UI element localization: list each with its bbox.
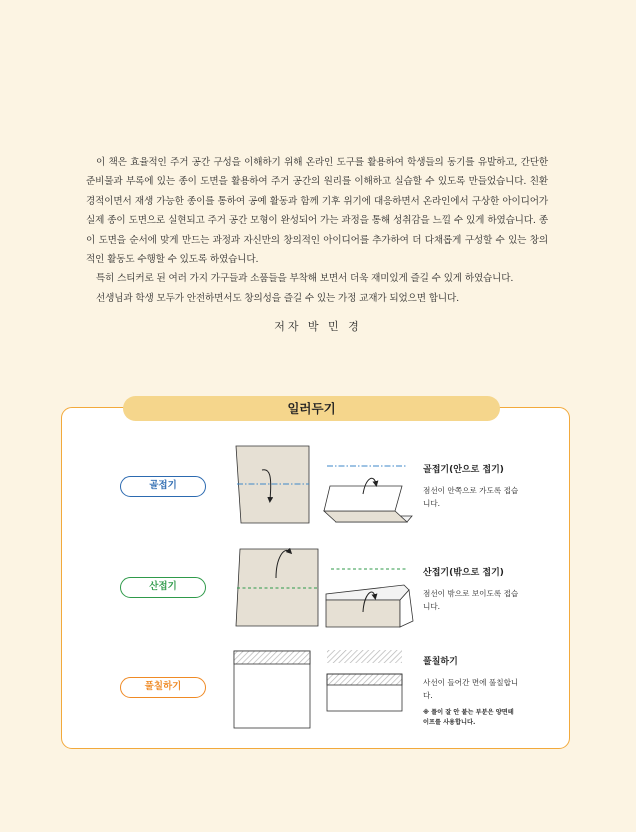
- mountain-fold-description: [423, 565, 523, 613]
- glue-result: [327, 650, 402, 711]
- valley-fold-text: 점선이 안쪽으로 가도록 접습니다.: [423, 486, 519, 508]
- glue-label: 풀칠하기: [120, 677, 206, 698]
- guide-title: 일러두기: [123, 396, 500, 421]
- glue-sheet: [234, 651, 310, 728]
- intro-paragraph-1: 이 책은 효율적인 주거 공간 구성을 이해하기 위해 온라인 도구를 활용하여 학생들의 동기를 유발하고, 간단한 준비물과 부록에 있는 종이 도면을 활용하여 주거 공간의 원리를 이해하고 실습할 수 있도록 만들었습니다. 친환경적이면서 재생 가능한 종이를 통하여 공예 활동과 함께 기후 위기에 대응하면서 온라인에서 구상한 아이디어가 실제 종이 도면으로 실현되고 주거 공간 모형이 완성되어 가는 과정을 통해 성취감을 느낄 수 있게 하였습니다. 종이 도면을 순서에 맞게 만드는 과정과 자신만의 창의적인 아이디어를 추가하여 더 다채롭게 구성할 수 있는 창의적인 활동도 수행할 수 있도록 하였습니다.: [86, 157, 548, 266]
- intro-paragraph-3: 선생님과 학생 모두가 안전하면서도 창의성을 즐길 수 있는 가정 교재가 되었으면 합니다.: [96, 292, 460, 304]
- glue-text: 사선이 들어간 면에 풀칠합니다.: [423, 678, 519, 700]
- valley-fold-sheet: [236, 446, 309, 523]
- valley-fold-label: 골접기: [120, 476, 206, 497]
- mountain-fold-title: 산접기(밖으로 접기): [423, 568, 504, 578]
- mountain-fold-text: 점선이 밖으로 보이도록 접습니다.: [423, 589, 519, 611]
- intro-paragraph-2: 특히 스티커로 된 여러 가지 가구들과 소품들을 부착해 보면서 더욱 재미있게 즐길 수 있게 하였습니다.: [96, 273, 514, 285]
- valley-fold-result: [324, 478, 412, 522]
- mountain-fold-sheet: [236, 549, 318, 626]
- mountain-fold-result: [326, 585, 413, 627]
- glue-description: [423, 654, 523, 727]
- valley-fold-title: 골접기(안으로 접기): [423, 465, 504, 475]
- mountain-fold-label: 산접기: [120, 577, 206, 598]
- glue-title: 풀칠하기: [423, 657, 458, 667]
- valley-fold-description: [423, 462, 523, 510]
- author-signature: 저자 박 민 경: [274, 320, 362, 333]
- glue-note: ※ 풀이 잘 안 붙는 부분은 양면테이프를 사용합니다.: [423, 709, 514, 726]
